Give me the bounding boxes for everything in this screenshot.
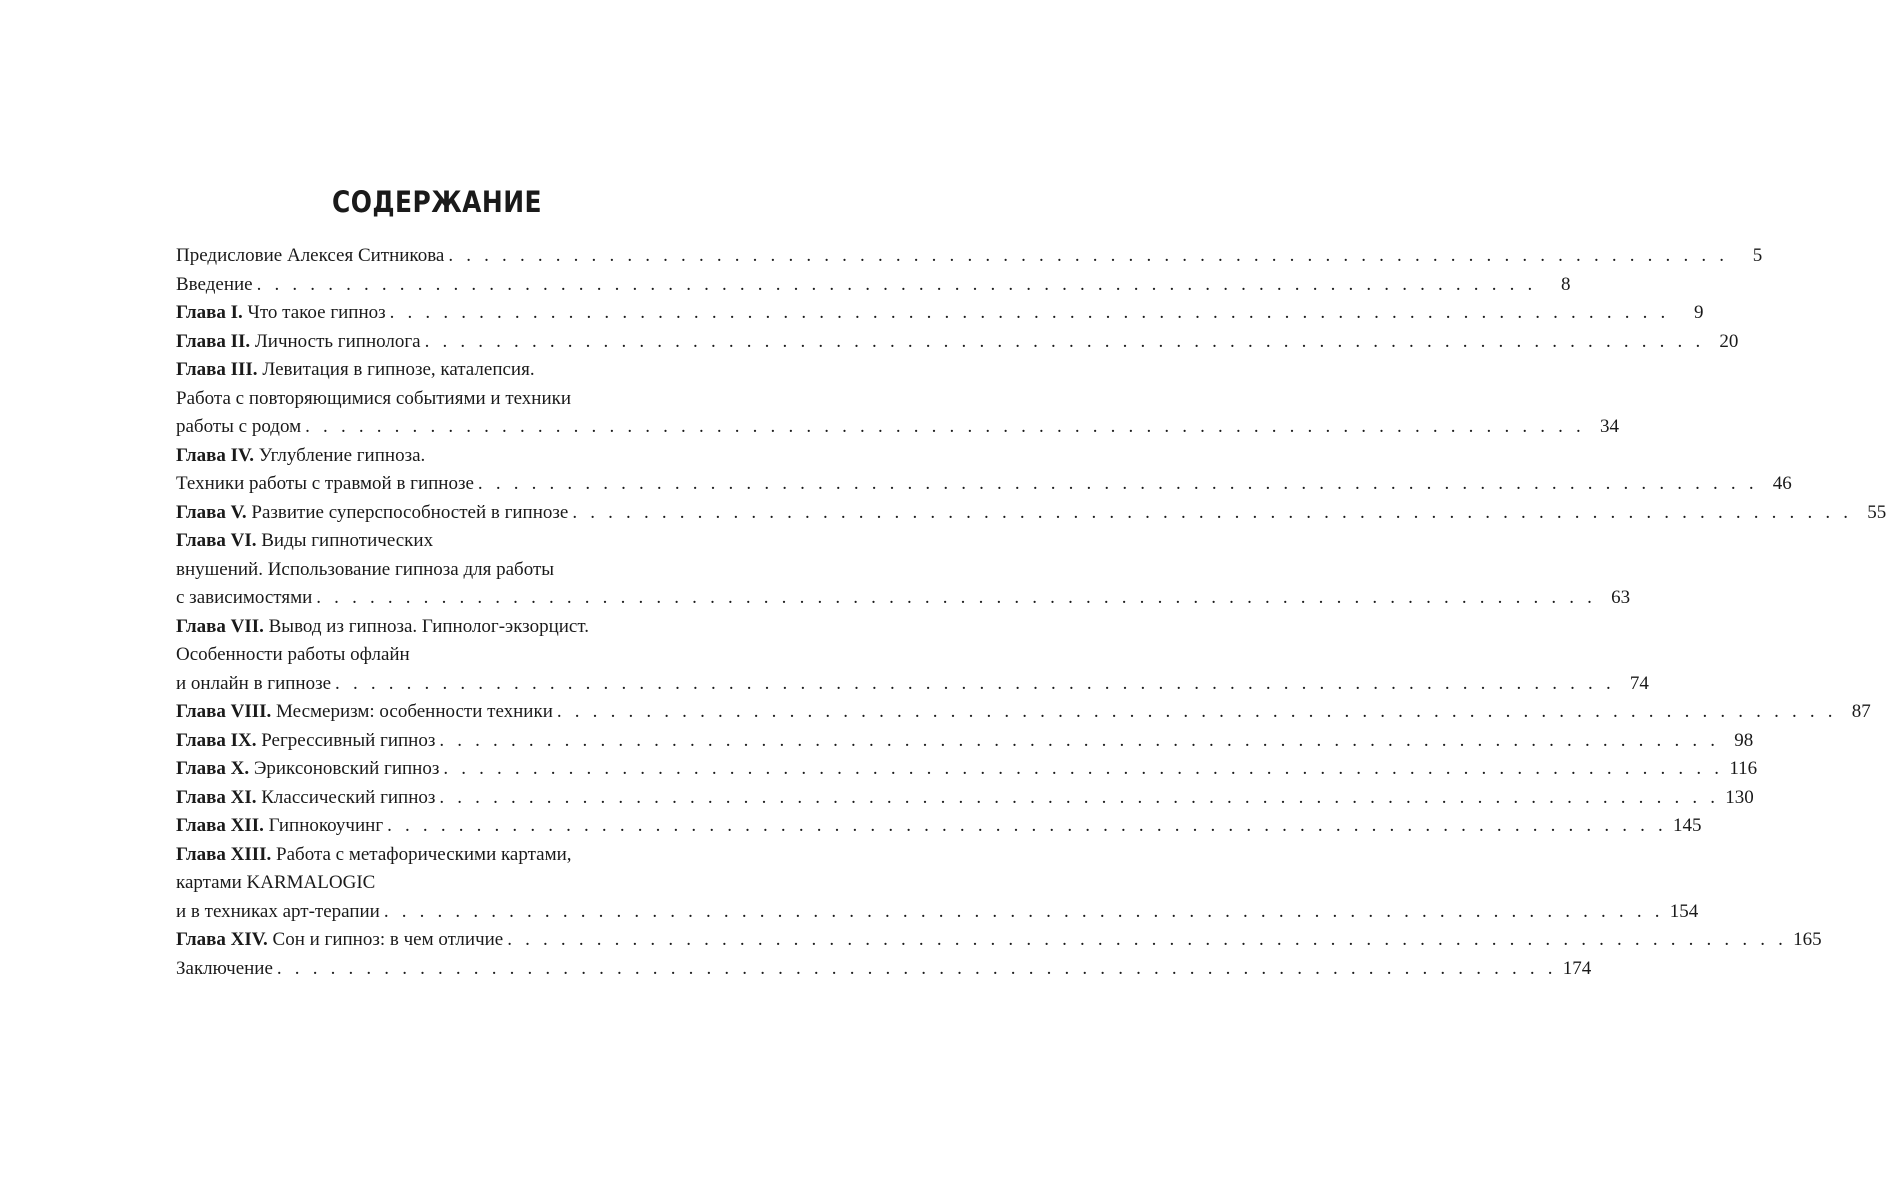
entry-title-text: Углубление гипноза. (258, 444, 426, 466)
toc-entry-line (176, 841, 694, 870)
page-number: 20 (1719, 330, 1739, 352)
toc-list (176, 242, 1886, 983)
toc-entry-line (176, 784, 1754, 813)
entry-title-text: Вывод из гипноза. Гипнолог-экзорцист. (268, 615, 589, 637)
dot-leader: . . . . . . . . . . . . . . . . . . . . . . . . . . . . . . . . . . . . . . . . . . . . . . . . . . . . . . . . . . . . . . . . . . . . . . . . (389, 302, 1670, 323)
toc-entry (176, 527, 1631, 613)
toc-title: СОДЕРЖАНИЕ (332, 185, 542, 219)
toc-entry-line (176, 556, 694, 585)
dot-leader: . . . . . . . . . . . . . . . . . . . . . . . . . . . . . . . . . . . . . . . . . . . . . . . . . . . . . . . . . . . . . . . . . . . . . . . . (387, 815, 1667, 836)
page-number: 74 (1629, 672, 1649, 694)
chapter-label: Глава VII. (176, 615, 264, 637)
entry-title-text: с зависимостями (176, 587, 313, 608)
entry-title-text: Заключение (176, 957, 273, 979)
chapter-label: Глава IV. (176, 444, 255, 466)
toc-entry-line (176, 727, 1754, 756)
chapter-label: Глава XIII. (176, 843, 272, 865)
toc-entry (176, 271, 1571, 300)
page-number: 55 (1867, 501, 1886, 523)
entry-title-text: Личность гипнолога (254, 330, 421, 352)
page-number: 5 (1752, 245, 1763, 266)
toc-entry (176, 841, 1699, 927)
chapter-label: Глава I. (176, 302, 243, 323)
page-number: 9 (1693, 302, 1704, 323)
toc-entry-line (176, 670, 1649, 699)
entry-title-text: Эриксоновский гипноз (253, 758, 440, 779)
chapter-label: Глава XII. (176, 815, 264, 836)
toc-entry (176, 613, 1649, 699)
dot-leader: . . . . . . . . . . . . . . . . . . . . . . . . . . . . . . . . . . . . . . . . . . . . . . . . . . . . . . . . . . . . . . . . . . . . . . . . (507, 929, 1788, 950)
entry-title-text: Месмеризм: особенности техники (276, 701, 553, 722)
dot-leader: . . . . . . . . . . . . . . . . . . . . . . . . . . . . . . . . . . . . . . . . . . . . . . . . . . . . . . . . . . . . . . . . . . . . . . . . (439, 786, 1720, 808)
toc-entry (176, 955, 1592, 984)
toc-entry (176, 926, 1822, 955)
entry-title-text: работы с родом (176, 416, 302, 437)
entry-title-text: внушений. Использование гипноза для работы (176, 558, 555, 580)
dot-leader: . . . . . . . . . . . . . . . . . . . . . . . . . . . . . . . . . . . . . . . . . . . . . . . . . . . . . . . . . . . . . . . . . . . . . . . . (305, 416, 1585, 437)
toc-entry (176, 356, 1619, 442)
toc-entry-line (176, 641, 694, 670)
toc-entry-line (176, 955, 1592, 984)
entry-title-text: Работа с метафорическими картами, (276, 843, 572, 865)
toc-entry-line (176, 413, 1619, 442)
entry-title-text: Особенности работы офлайн (176, 644, 410, 665)
page-number: 46 (1772, 473, 1792, 494)
entry-title-text: Техники работы с травмой в гипнозе (176, 473, 474, 494)
toc-entry (176, 812, 1702, 841)
entry-title-text: Левитация в гипнозе, каталепсия. (262, 359, 535, 380)
entry-title-text: Виды гипнотических (261, 530, 434, 551)
dot-leader: . . . . . . . . . . . . . . . . . . . . . . . . . . . . . . . . . . . . . . . . . . . . . . . . . . . . . . . . . . . . . . . . . . . . . . . . (443, 758, 1724, 779)
entry-title-text: Гипнокоучинг (268, 815, 384, 836)
chapter-label: Глава III. (176, 359, 258, 380)
dot-leader: . . . . . . . . . . . . . . . . . . . . . . . . . . . . . . . . . . . . . . . . . . . . . . . . . . . . . . . . . . . . . . . . . . . . . . . . (424, 330, 1705, 352)
toc-entry-line (176, 299, 1704, 328)
page-number: 8 (1560, 273, 1571, 295)
dot-leader: . . . . . . . . . . . . . . . . . . . . . . . . . . . . . . . . . . . . . . . . . . . . . . . . . . . . . . . . . . . . . . . . . . . . . . . . (383, 900, 1664, 922)
page-number: 98 (1734, 729, 1754, 751)
dot-leader: . . . . . . . . . . . . . . . . . . . . . . . . . . . . . . . . . . . . . . . . . . . . . . . . . . . . . . . . . . . . . . . . . . . . . . . . (572, 501, 1853, 523)
chapter-label: Глава IX. (176, 729, 257, 751)
toc-entry (176, 784, 1754, 813)
toc-entry-line (176, 499, 1886, 528)
entry-title-text: Введение (176, 273, 253, 295)
entry-title-text: и онлайн в гипнозе (176, 672, 332, 694)
entry-title-text: Классический гипноз (261, 786, 436, 808)
toc-entry (176, 242, 1763, 271)
toc-entry-line (176, 898, 1699, 927)
chapter-label: Глава X. (176, 758, 250, 779)
toc-entry-line (176, 755, 1758, 784)
toc-entry (176, 698, 1871, 727)
page-number: 116 (1729, 758, 1758, 779)
toc-entry (176, 755, 1758, 784)
toc-entry-line (176, 613, 694, 642)
dot-leader: . . . . . . . . . . . . . . . . . . . . . . . . . . . . . . . . . . . . . . . . . . . . . . . . . . . . . . . . . . . . . . . . . . . . . . . . (256, 273, 1537, 295)
toc-entry (176, 299, 1704, 328)
toc-entry-line (176, 584, 1631, 613)
toc-entry (176, 328, 1739, 357)
entry-title-text: Развитие суперспособностей в гипнозе (251, 501, 569, 523)
page-number: 174 (1562, 957, 1592, 979)
toc-entry-line (176, 470, 1792, 499)
chapter-label: Глава VI. (176, 530, 257, 551)
toc-entry (176, 499, 1886, 528)
toc-entry-line (176, 869, 694, 898)
page-number: 63 (1611, 587, 1631, 608)
entry-title-text: Регрессивный гипноз (261, 729, 436, 751)
toc-entry (176, 727, 1754, 756)
entry-title-text: Сон и гипноз: в чем отличие (272, 929, 504, 950)
dot-leader: . . . . . . . . . . . . . . . . . . . . . . . . . . . . . . . . . . . . . . . . . . . . . . . . . . . . . . . . . . . . . . . . . . . . . . . . (316, 587, 1597, 608)
dot-leader: . . . . . . . . . . . . . . . . . . . . . . . . . . . . . . . . . . . . . . . . . . . . . . . . . . . . . . . . . . . . . . . . . . . . . . . . (335, 672, 1615, 694)
dot-leader: . . . . . . . . . . . . . . . . . . . . . . . . . . . . . . . . . . . . . . . . . . . . . . . . . . . . . . . . . . . . . . . . . . . . . . . . (439, 729, 1720, 751)
toc-entry-line (176, 926, 1822, 955)
page-number: 130 (1725, 786, 1754, 808)
toc-entry-line (176, 242, 1763, 271)
page-number: 165 (1793, 929, 1822, 950)
entry-title-text: картами KARMALOGIC (176, 872, 376, 893)
dot-leader: . . . . . . . . . . . . . . . . . . . . . . . . . . . . . . . . . . . . . . . . . . . . . . . . . . . . . . . . . . . . . . . . . . . . . . . . (276, 957, 1557, 979)
toc-entry-line (176, 385, 694, 414)
toc-entry-line (176, 271, 1571, 300)
entry-title-text: Предисловие Алексея Ситникова (176, 245, 445, 266)
dot-leader: . . . . . . . . . . . . . . . . . . . . . . . . . . . . . . . . . . . . . . . . . . . . . . . . . . . . . . . . . . . . . . . . . . . . . . . . (477, 473, 1758, 494)
dot-leader: . . . . . . . . . . . . . . . . . . . . . . . . . . . . . . . . . . . . . . . . . . . . . . . . . . . . . . . . . . . . . . . . . . . . . . . . (556, 701, 1837, 722)
chapter-label: Глава II. (176, 330, 251, 352)
page-number: 87 (1851, 701, 1871, 722)
toc-entry-line (176, 527, 694, 556)
dot-leader: . . . . . . . . . . . . . . . . . . . . . . . . . . . . . . . . . . . . . . . . . . . . . . . . . . . . . . . . . . . . . . . . . . . . . . . . (448, 245, 1729, 266)
toc-entry-line (176, 812, 1702, 841)
chapter-label: Глава XIV. (176, 929, 268, 950)
chapter-label: Глава XI. (176, 786, 257, 808)
toc-entry-line (176, 698, 1871, 727)
chapter-label: Глава V. (176, 501, 247, 523)
toc-entry-line (176, 328, 1739, 357)
toc-entry (176, 442, 1792, 499)
entry-title-text: и в техниках арт-терапии (176, 900, 380, 922)
toc-entry-line (176, 356, 694, 385)
entry-title-text: Что такое гипноз (247, 302, 386, 323)
page-number: 154 (1669, 900, 1699, 922)
entry-title-text: Работа с повторяющимися событиями и техники (176, 387, 572, 409)
chapter-label: Глава VIII. (176, 701, 272, 722)
page-number: 145 (1672, 815, 1702, 836)
toc-entry-line (176, 442, 694, 471)
page-number: 34 (1600, 416, 1619, 437)
